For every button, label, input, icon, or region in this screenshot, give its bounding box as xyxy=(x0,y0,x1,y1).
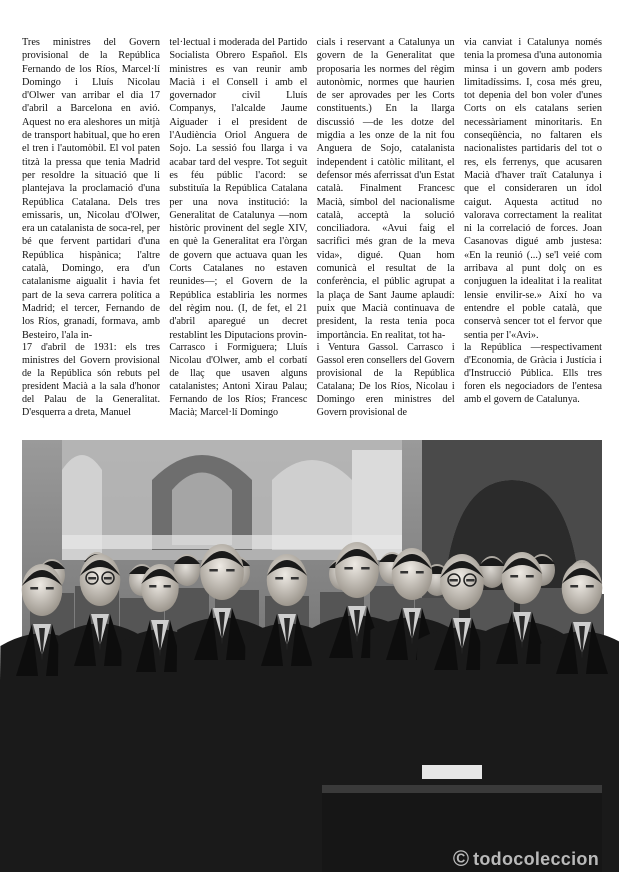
gothic-altarpiece xyxy=(62,440,402,560)
article-text: Tres ministres del Govern provisional de la República Fernando de los Ríos, Marcel·lí Domingo i Lluís Nicolau d'Olwer van arribar el dia 17 d'abril a Barcelona en avió. Aquest no era aleshores un mitjà de transport habitual, que ho eren el tren i l'automòbil. El vol paten titzà la pressa que tenia Madrid per resoldre la situació que li plantejava la proclamació d'una República Catalana. Dels tres emissaris, un, Nicolau d'Olwer, era un catalanista de soca-rel, per bé que fervent partidari d'una República hispànica; l'altre català, Domingo, era d'un catalanisme aigualit i havia fet part de la seva carrera política a Madrid; el tercer, Fernando de los Ríos, granadí, formava, amb Besteiro, l'ala in- xyxy=(22,37,160,341)
article-body xyxy=(22,36,602,341)
article-column-1 xyxy=(22,36,160,341)
photo-caption xyxy=(22,341,602,441)
watermark xyxy=(453,848,599,870)
document-on-table xyxy=(422,765,482,779)
caption-column-4: la República —respectivament d'Economia, de Gràcia i Justícia i d'Instrucció Pública. Ells tres foren els negociadors de l'entesa amb el govern de Catalunya. xyxy=(463,342,602,405)
copyright-icon: © xyxy=(452,846,470,871)
caption-column-3: i Ventura Gassol. Carrasco i Gassol eren consellers del Govern provisional de la República Catalana; De los Ríos, Nicolau i Domingo eren ministres del Govern provisional de xyxy=(316,342,455,418)
caption-column-1: 17 d'abril de 1931: els tres ministres del Govern provisional de la República són rebuts pel president Macià a la sala d'honor del Palau de la Generalitat. D'esquerra a dreta, Manuel xyxy=(22,342,160,418)
photo-illustration xyxy=(22,440,602,872)
article-column-2 xyxy=(169,36,308,341)
watermark-text: todocoleccion xyxy=(473,848,599,869)
group-photograph xyxy=(22,440,602,872)
article-column-4 xyxy=(463,36,602,341)
article-text: via canviat i Catalunya només tenia la promesa d'una autonomia minsa i un govern amb poders limitadíssims. I, cosa més greu, tot depenia del bon voler d'unes Corts on els catalans serien necessàriament minoritaris. En conseqüència, no faltaren els nacionalistes partidaris del tot o res, els ferrenys, que acusaren Macià d'haver traït Catalunya i que el consideraren un ídol caigut. Aquesta actitud no valorava correctament la realitat ni la correlació de forces. Joan Casanovas digué amb justesa: «En la reunió (...) se'l veié com arribava al punt dolç on es conjuguen la idealitat i la realitat lensie envilir-se.» Així ho va entendre el poble català, que conservà sencer tot el fervor que sentia per l'«Avi». xyxy=(463,37,602,341)
table-edge xyxy=(322,785,602,793)
article-column-3 xyxy=(316,36,455,341)
article-text: cials i reservant a Catalunya un govern de la Generalitat que proposaria les normes del règim autonòmic, normes que haurien de ser aprovades per les Corts constituents.) En la llarga discussió —de les dotze del migdia a les onze de la nit fou Anguera de Sojo, catalanista independent i catòlic militant, el defensor més aferrissat d'un Estat català. Finalment Francesc Macià, símbol del nacionalisme català, acceptà la solució conciliadora. «Avui faig el sacrifici més gran de la meva vida», digué. Quan hom comunicà el resultat de la conferència, el públic agrupat a la plaça de Sant Jaume aplaudí: puix que Macià continuava de president, la resta tenia poca importància. En realitat, tot ha- xyxy=(316,37,455,341)
caption-column-2: Carrasco i Formiguera; Lluís Nicolau d'Olwer, amb el corbatí de llaç que usaven alguns catalanistes; Antoni Xirau Palau; Fernando de los Ríos; Francesc Macià; Marcel·lí Domingo xyxy=(169,342,308,418)
article-text: tel·lectual i moderada del Partido Socialista Obrero Español. Els ministres es van reunir amb Macià i el Consell i amb el governador civil Lluís Companys, l'alcalde Jaume Aiguader i el president de l'Audiència Oriol Anguera de Sojo. La sessió fou llarga i va acabar tard del vespre. Tot seguit es féu públic l'acord: se substituïa la República Catalana per una nova institució: la Generalitat de Catalunya —nom històric provinent del segle XIV, en què la Generalitat era l'òrgan de govern que actuava quan les Corts Catalanes no estaven reunides—; el Govern de la República establiria les normes del règim nou. (I, de fet, el 21 d'abril aparegué un decret restablint les Diputacions provin- xyxy=(169,37,308,341)
